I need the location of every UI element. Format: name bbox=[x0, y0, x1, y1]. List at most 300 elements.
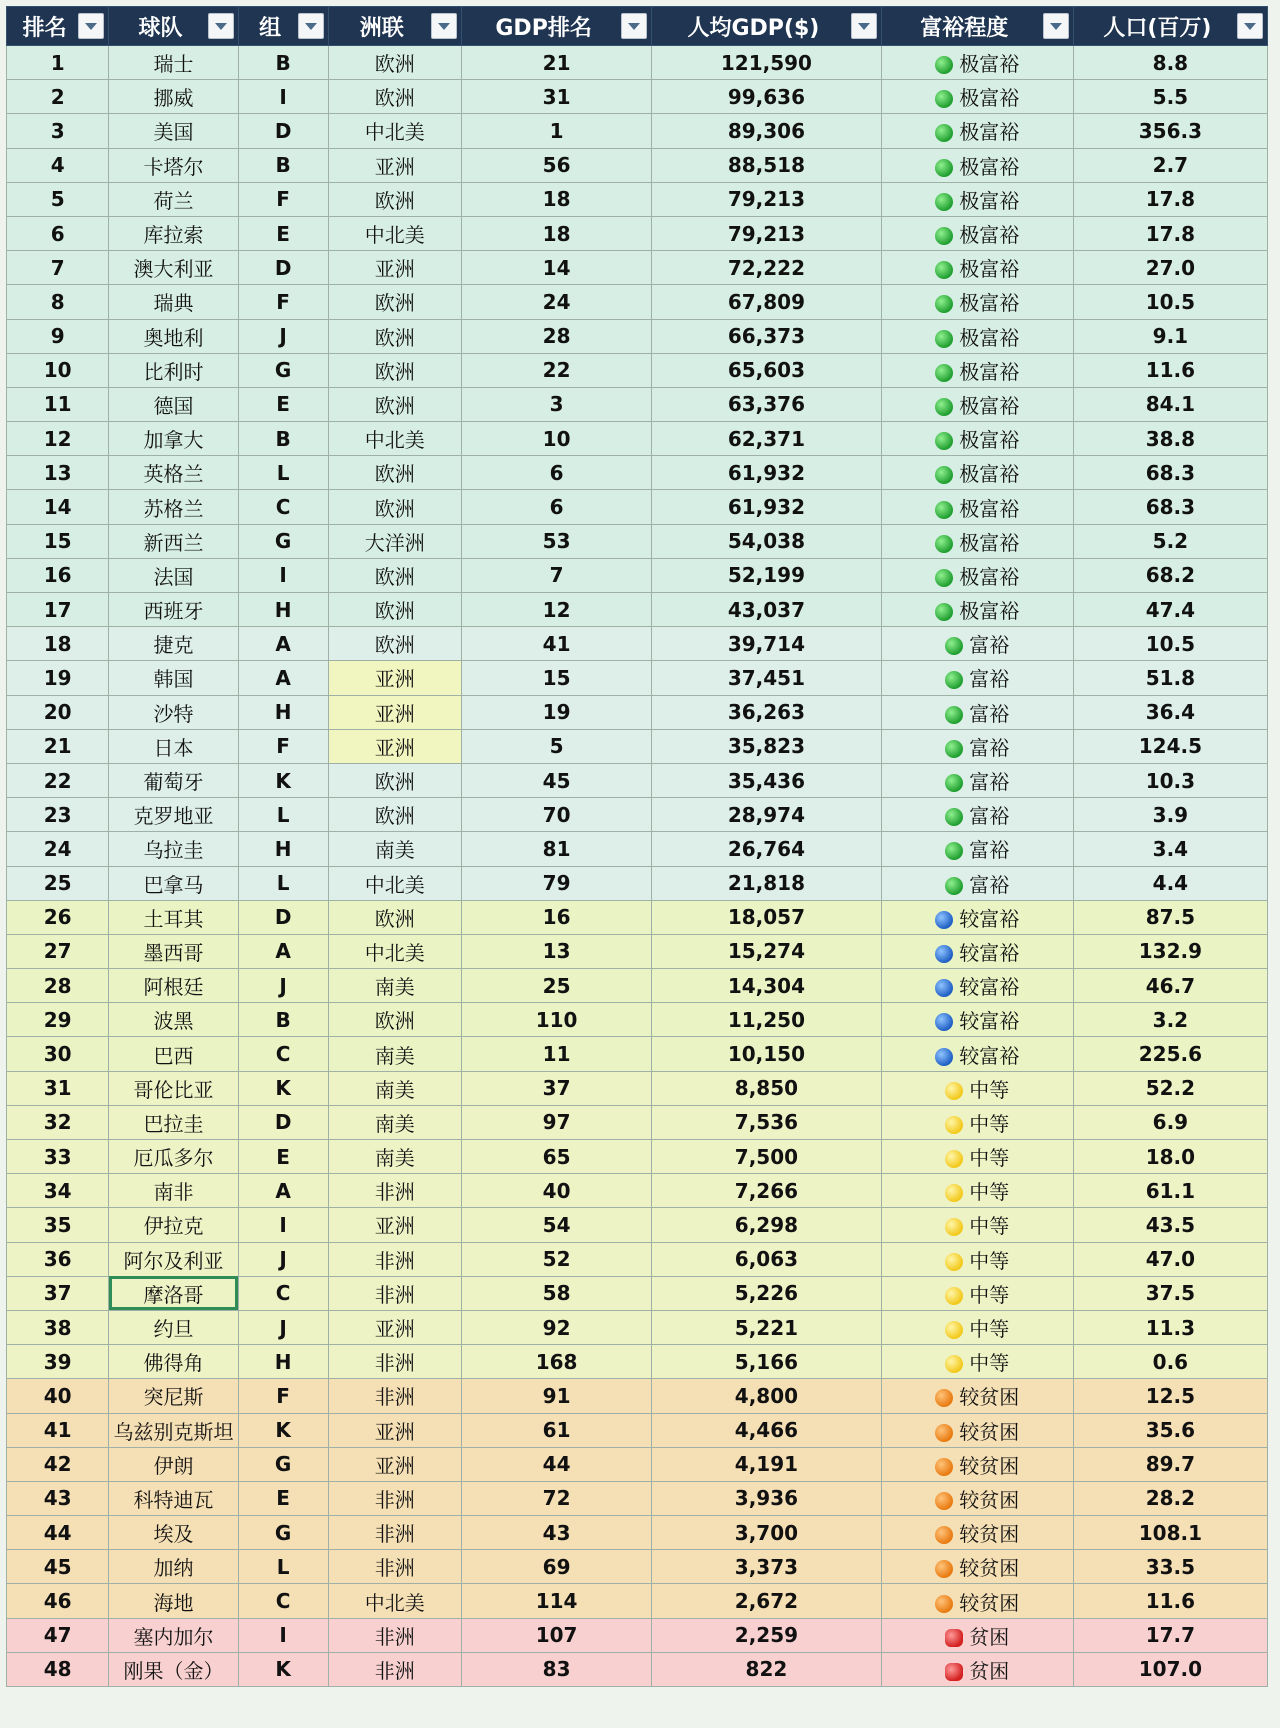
rank-cell[interactable]: 40 bbox=[7, 1379, 109, 1413]
wealth-cell[interactable] bbox=[881, 900, 1073, 934]
group-cell[interactable]: J bbox=[238, 1310, 328, 1344]
group-cell[interactable]: L bbox=[238, 866, 328, 900]
gdp-per-capita-cell[interactable]: 3,936 bbox=[652, 1481, 882, 1515]
wealth-cell[interactable] bbox=[881, 1208, 1073, 1242]
rank-cell[interactable]: 46 bbox=[7, 1584, 109, 1618]
continent-cell[interactable]: 非洲 bbox=[328, 1276, 462, 1310]
team-cell[interactable]: 苏格兰 bbox=[109, 490, 238, 524]
gdp-per-capita-cell[interactable]: 62,371 bbox=[652, 422, 882, 456]
group-cell[interactable]: G bbox=[238, 1447, 328, 1481]
rank-cell[interactable]: 45 bbox=[7, 1550, 109, 1584]
gdp-per-capita-cell[interactable]: 5,226 bbox=[652, 1276, 882, 1310]
gdp-rank-cell[interactable]: 70 bbox=[462, 798, 652, 832]
group-cell[interactable]: D bbox=[238, 900, 328, 934]
population-cell[interactable]: 38.8 bbox=[1073, 422, 1267, 456]
rank-cell[interactable]: 30 bbox=[7, 1037, 109, 1071]
group-cell[interactable]: E bbox=[238, 216, 328, 250]
continent-cell[interactable]: 非洲 bbox=[328, 1618, 462, 1652]
rank-cell[interactable]: 39 bbox=[7, 1345, 109, 1379]
team-cell[interactable]: 摩洛哥 bbox=[109, 1276, 238, 1310]
population-cell[interactable]: 51.8 bbox=[1073, 661, 1267, 695]
rank-cell[interactable]: 2 bbox=[7, 80, 109, 114]
continent-cell[interactable]: 南美 bbox=[328, 1105, 462, 1139]
gdp-per-capita-cell[interactable]: 11,250 bbox=[652, 1003, 882, 1037]
gdp-per-capita-cell[interactable]: 63,376 bbox=[652, 387, 882, 421]
group-cell[interactable]: A bbox=[238, 661, 328, 695]
wealth-cell[interactable] bbox=[881, 593, 1073, 627]
continent-cell[interactable]: 欧洲 bbox=[328, 46, 462, 80]
gdp-rank-cell[interactable]: 10 bbox=[462, 422, 652, 456]
rank-cell[interactable]: 17 bbox=[7, 593, 109, 627]
population-cell[interactable]: 3.2 bbox=[1073, 1003, 1267, 1037]
population-cell[interactable]: 37.5 bbox=[1073, 1276, 1267, 1310]
team-cell[interactable]: 荷兰 bbox=[109, 182, 238, 216]
rank-cell[interactable]: 16 bbox=[7, 558, 109, 592]
rank-cell[interactable]: 43 bbox=[7, 1481, 109, 1515]
wealth-cell[interactable] bbox=[881, 1037, 1073, 1071]
gdp-rank-cell[interactable]: 72 bbox=[462, 1481, 652, 1515]
continent-cell[interactable]: 亚洲 bbox=[328, 251, 462, 285]
wealth-cell[interactable] bbox=[881, 182, 1073, 216]
group-cell[interactable]: E bbox=[238, 1481, 328, 1515]
team-cell[interactable]: 瑞典 bbox=[109, 285, 238, 319]
population-cell[interactable]: 28.2 bbox=[1073, 1481, 1267, 1515]
continent-cell[interactable]: 欧洲 bbox=[328, 900, 462, 934]
population-cell[interactable]: 68.3 bbox=[1073, 456, 1267, 490]
continent-cell[interactable]: 非洲 bbox=[328, 1652, 462, 1686]
continent-cell[interactable]: 欧洲 bbox=[328, 353, 462, 387]
population-cell[interactable]: 27.0 bbox=[1073, 251, 1267, 285]
team-cell[interactable]: 西班牙 bbox=[109, 593, 238, 627]
population-cell[interactable]: 36.4 bbox=[1073, 695, 1267, 729]
gdp-rank-cell[interactable]: 44 bbox=[462, 1447, 652, 1481]
continent-cell[interactable]: 中北美 bbox=[328, 216, 462, 250]
wealth-cell[interactable] bbox=[881, 1174, 1073, 1208]
continent-cell[interactable]: 非洲 bbox=[328, 1242, 462, 1276]
group-cell[interactable]: K bbox=[238, 1652, 328, 1686]
gdp-rank-cell[interactable]: 22 bbox=[462, 353, 652, 387]
gdp-rank-cell[interactable]: 58 bbox=[462, 1276, 652, 1310]
gdp-rank-cell[interactable]: 12 bbox=[462, 593, 652, 627]
continent-cell[interactable]: 欧洲 bbox=[328, 456, 462, 490]
group-cell[interactable]: C bbox=[238, 1584, 328, 1618]
team-cell[interactable]: 卡塔尔 bbox=[109, 148, 238, 182]
rank-cell[interactable]: 26 bbox=[7, 900, 109, 934]
gdp-per-capita-cell[interactable]: 35,823 bbox=[652, 729, 882, 763]
continent-cell[interactable]: 欧洲 bbox=[328, 1003, 462, 1037]
gdp-rank-cell[interactable]: 16 bbox=[462, 900, 652, 934]
team-cell[interactable]: 巴拉圭 bbox=[109, 1105, 238, 1139]
wealth-cell[interactable] bbox=[881, 251, 1073, 285]
gdp-rank-cell[interactable]: 7 bbox=[462, 558, 652, 592]
rank-cell[interactable]: 36 bbox=[7, 1242, 109, 1276]
gdp-per-capita-cell[interactable]: 61,932 bbox=[652, 456, 882, 490]
gdp-per-capita-cell[interactable]: 37,451 bbox=[652, 661, 882, 695]
group-cell[interactable]: H bbox=[238, 593, 328, 627]
population-cell[interactable]: 9.1 bbox=[1073, 319, 1267, 353]
rank-cell[interactable]: 21 bbox=[7, 729, 109, 763]
population-cell[interactable]: 52.2 bbox=[1073, 1071, 1267, 1105]
wealth-cell[interactable] bbox=[881, 1003, 1073, 1037]
continent-cell[interactable]: 南美 bbox=[328, 1071, 462, 1105]
team-cell[interactable]: 奥地利 bbox=[109, 319, 238, 353]
gdp-rank-cell[interactable]: 69 bbox=[462, 1550, 652, 1584]
wealth-cell[interactable] bbox=[881, 387, 1073, 421]
gdp-rank-cell[interactable]: 43 bbox=[462, 1516, 652, 1550]
team-cell[interactable]: 佛得角 bbox=[109, 1345, 238, 1379]
population-cell[interactable]: 108.1 bbox=[1073, 1516, 1267, 1550]
gdp-per-capita-cell[interactable]: 7,500 bbox=[652, 1140, 882, 1174]
population-cell[interactable]: 11.6 bbox=[1073, 1584, 1267, 1618]
rank-cell[interactable]: 34 bbox=[7, 1174, 109, 1208]
population-cell[interactable]: 61.1 bbox=[1073, 1174, 1267, 1208]
continent-cell[interactable]: 欧洲 bbox=[328, 558, 462, 592]
rank-cell[interactable]: 33 bbox=[7, 1140, 109, 1174]
rank-cell[interactable]: 37 bbox=[7, 1276, 109, 1310]
wealth-cell[interactable] bbox=[881, 1413, 1073, 1447]
continent-cell[interactable]: 中北美 bbox=[328, 1584, 462, 1618]
wealth-cell[interactable] bbox=[881, 1071, 1073, 1105]
group-cell[interactable]: B bbox=[238, 46, 328, 80]
group-cell[interactable]: F bbox=[238, 729, 328, 763]
population-cell[interactable]: 43.5 bbox=[1073, 1208, 1267, 1242]
rank-cell[interactable]: 31 bbox=[7, 1071, 109, 1105]
wealth-cell[interactable] bbox=[881, 216, 1073, 250]
continent-cell[interactable]: 欧洲 bbox=[328, 627, 462, 661]
team-cell[interactable]: 巴拿马 bbox=[109, 866, 238, 900]
population-cell[interactable]: 3.9 bbox=[1073, 798, 1267, 832]
gdp-per-capita-cell[interactable]: 79,213 bbox=[652, 216, 882, 250]
rank-cell[interactable]: 20 bbox=[7, 695, 109, 729]
team-cell[interactable]: 科特迪瓦 bbox=[109, 1481, 238, 1515]
rank-cell[interactable]: 6 bbox=[7, 216, 109, 250]
rank-cell[interactable]: 32 bbox=[7, 1105, 109, 1139]
gdp-per-capita-cell[interactable]: 18,057 bbox=[652, 900, 882, 934]
gdp-rank-cell[interactable]: 83 bbox=[462, 1652, 652, 1686]
continent-cell[interactable]: 中北美 bbox=[328, 934, 462, 968]
gdp-per-capita-cell[interactable]: 79,213 bbox=[652, 182, 882, 216]
population-cell[interactable]: 35.6 bbox=[1073, 1413, 1267, 1447]
rank-cell[interactable]: 3 bbox=[7, 114, 109, 148]
population-cell[interactable]: 33.5 bbox=[1073, 1550, 1267, 1584]
population-cell[interactable]: 6.9 bbox=[1073, 1105, 1267, 1139]
gdp-rank-cell[interactable]: 21 bbox=[462, 46, 652, 80]
continent-cell[interactable]: 非洲 bbox=[328, 1174, 462, 1208]
gdp-per-capita-cell[interactable]: 67,809 bbox=[652, 285, 882, 319]
gdp-rank-cell[interactable]: 18 bbox=[462, 216, 652, 250]
continent-cell[interactable]: 欧洲 bbox=[328, 319, 462, 353]
rank-cell[interactable]: 18 bbox=[7, 627, 109, 661]
group-cell[interactable]: G bbox=[238, 524, 328, 558]
rank-cell[interactable]: 42 bbox=[7, 1447, 109, 1481]
wealth-cell[interactable] bbox=[881, 422, 1073, 456]
team-cell[interactable]: 哥伦比亚 bbox=[109, 1071, 238, 1105]
population-cell[interactable]: 4.4 bbox=[1073, 866, 1267, 900]
team-cell[interactable]: 伊朗 bbox=[109, 1447, 238, 1481]
rank-cell[interactable]: 9 bbox=[7, 319, 109, 353]
wealth-cell[interactable] bbox=[881, 695, 1073, 729]
wealth-cell[interactable] bbox=[881, 490, 1073, 524]
rank-cell[interactable]: 11 bbox=[7, 387, 109, 421]
continent-cell[interactable]: 亚洲 bbox=[328, 729, 462, 763]
team-cell[interactable]: 波黑 bbox=[109, 1003, 238, 1037]
gdp-rank-cell[interactable]: 11 bbox=[462, 1037, 652, 1071]
continent-cell[interactable]: 欧洲 bbox=[328, 490, 462, 524]
group-cell[interactable]: B bbox=[238, 148, 328, 182]
wealth-cell[interactable] bbox=[881, 1140, 1073, 1174]
gdp-rank-cell[interactable]: 91 bbox=[462, 1379, 652, 1413]
wealth-cell[interactable] bbox=[881, 353, 1073, 387]
team-cell[interactable]: 加拿大 bbox=[109, 422, 238, 456]
rank-cell[interactable]: 48 bbox=[7, 1652, 109, 1686]
group-cell[interactable]: D bbox=[238, 1105, 328, 1139]
population-cell[interactable]: 17.8 bbox=[1073, 216, 1267, 250]
continent-cell[interactable]: 亚洲 bbox=[328, 695, 462, 729]
rank-cell[interactable]: 12 bbox=[7, 422, 109, 456]
group-cell[interactable]: F bbox=[238, 285, 328, 319]
continent-cell[interactable]: 欧洲 bbox=[328, 763, 462, 797]
gdp-per-capita-cell[interactable]: 89,306 bbox=[652, 114, 882, 148]
continent-cell[interactable]: 非洲 bbox=[328, 1345, 462, 1379]
continent-cell[interactable]: 南美 bbox=[328, 969, 462, 1003]
team-cell[interactable]: 克罗地亚 bbox=[109, 798, 238, 832]
rank-cell[interactable]: 44 bbox=[7, 1516, 109, 1550]
wealth-cell[interactable] bbox=[881, 1447, 1073, 1481]
gdp-per-capita-cell[interactable]: 2,259 bbox=[652, 1618, 882, 1652]
wealth-cell[interactable] bbox=[881, 456, 1073, 490]
group-cell[interactable]: L bbox=[238, 456, 328, 490]
population-cell[interactable]: 10.5 bbox=[1073, 285, 1267, 319]
rank-cell[interactable]: 8 bbox=[7, 285, 109, 319]
rank-cell[interactable]: 25 bbox=[7, 866, 109, 900]
gdp-rank-cell[interactable]: 3 bbox=[462, 387, 652, 421]
continent-cell[interactable]: 中北美 bbox=[328, 422, 462, 456]
gdp-per-capita-cell[interactable]: 3,373 bbox=[652, 1550, 882, 1584]
gdp-per-capita-cell[interactable]: 26,764 bbox=[652, 832, 882, 866]
wealth-cell[interactable] bbox=[881, 1618, 1073, 1652]
population-cell[interactable]: 5.2 bbox=[1073, 524, 1267, 558]
group-cell[interactable]: B bbox=[238, 422, 328, 456]
team-cell[interactable]: 沙特 bbox=[109, 695, 238, 729]
gdp-per-capita-cell[interactable]: 822 bbox=[652, 1652, 882, 1686]
gdp-per-capita-cell[interactable]: 10,150 bbox=[652, 1037, 882, 1071]
filter-dropdown-icon[interactable] bbox=[431, 13, 457, 39]
continent-cell[interactable]: 欧洲 bbox=[328, 387, 462, 421]
gdp-per-capita-cell[interactable]: 88,518 bbox=[652, 148, 882, 182]
group-cell[interactable]: I bbox=[238, 80, 328, 114]
group-cell[interactable]: F bbox=[238, 1379, 328, 1413]
team-cell[interactable]: 墨西哥 bbox=[109, 934, 238, 968]
rank-cell[interactable]: 47 bbox=[7, 1618, 109, 1652]
wealth-cell[interactable] bbox=[881, 1584, 1073, 1618]
population-cell[interactable]: 68.2 bbox=[1073, 558, 1267, 592]
group-cell[interactable]: D bbox=[238, 114, 328, 148]
filter-dropdown-icon[interactable] bbox=[208, 13, 234, 39]
wealth-cell[interactable] bbox=[881, 763, 1073, 797]
gdp-rank-cell[interactable]: 24 bbox=[462, 285, 652, 319]
group-cell[interactable]: B bbox=[238, 1003, 328, 1037]
gdp-per-capita-cell[interactable]: 5,166 bbox=[652, 1345, 882, 1379]
wealth-cell[interactable] bbox=[881, 1242, 1073, 1276]
group-cell[interactable]: J bbox=[238, 319, 328, 353]
wealth-cell[interactable] bbox=[881, 114, 1073, 148]
filter-dropdown-icon[interactable] bbox=[1043, 13, 1069, 39]
group-cell[interactable]: C bbox=[238, 1276, 328, 1310]
gdp-rank-cell[interactable]: 79 bbox=[462, 866, 652, 900]
filter-dropdown-icon[interactable] bbox=[621, 13, 647, 39]
gdp-per-capita-cell[interactable]: 6,063 bbox=[652, 1242, 882, 1276]
group-cell[interactable]: D bbox=[238, 251, 328, 285]
group-cell[interactable]: I bbox=[238, 1208, 328, 1242]
gdp-rank-cell[interactable]: 14 bbox=[462, 251, 652, 285]
population-cell[interactable]: 68.3 bbox=[1073, 490, 1267, 524]
group-cell[interactable]: J bbox=[238, 1242, 328, 1276]
team-cell[interactable]: 乌拉圭 bbox=[109, 832, 238, 866]
wealth-cell[interactable] bbox=[881, 1652, 1073, 1686]
team-cell[interactable]: 新西兰 bbox=[109, 524, 238, 558]
wealth-cell[interactable] bbox=[881, 1481, 1073, 1515]
population-cell[interactable]: 18.0 bbox=[1073, 1140, 1267, 1174]
gdp-rank-cell[interactable]: 6 bbox=[462, 490, 652, 524]
population-cell[interactable]: 124.5 bbox=[1073, 729, 1267, 763]
wealth-cell[interactable] bbox=[881, 319, 1073, 353]
gdp-per-capita-cell[interactable]: 35,436 bbox=[652, 763, 882, 797]
continent-cell[interactable]: 欧洲 bbox=[328, 798, 462, 832]
rank-cell[interactable]: 14 bbox=[7, 490, 109, 524]
gdp-rank-cell[interactable]: 110 bbox=[462, 1003, 652, 1037]
rank-cell[interactable]: 10 bbox=[7, 353, 109, 387]
rank-cell[interactable]: 7 bbox=[7, 251, 109, 285]
continent-cell[interactable]: 亚洲 bbox=[328, 1208, 462, 1242]
team-cell[interactable]: 厄瓜多尔 bbox=[109, 1140, 238, 1174]
gdp-per-capita-cell[interactable]: 7,266 bbox=[652, 1174, 882, 1208]
gdp-rank-cell[interactable]: 5 bbox=[462, 729, 652, 763]
group-cell[interactable]: I bbox=[238, 558, 328, 592]
population-cell[interactable]: 10.5 bbox=[1073, 627, 1267, 661]
team-cell[interactable]: 挪威 bbox=[109, 80, 238, 114]
team-cell[interactable]: 加纳 bbox=[109, 1550, 238, 1584]
population-cell[interactable]: 17.7 bbox=[1073, 1618, 1267, 1652]
gdp-per-capita-cell[interactable]: 3,700 bbox=[652, 1516, 882, 1550]
group-cell[interactable]: L bbox=[238, 798, 328, 832]
group-cell[interactable]: E bbox=[238, 387, 328, 421]
gdp-per-capita-cell[interactable]: 8,850 bbox=[652, 1071, 882, 1105]
group-cell[interactable]: J bbox=[238, 969, 328, 1003]
gdp-per-capita-cell[interactable]: 66,373 bbox=[652, 319, 882, 353]
gdp-rank-cell[interactable]: 52 bbox=[462, 1242, 652, 1276]
population-cell[interactable]: 356.3 bbox=[1073, 114, 1267, 148]
team-cell[interactable]: 比利时 bbox=[109, 353, 238, 387]
team-cell[interactable]: 英格兰 bbox=[109, 456, 238, 490]
wealth-cell[interactable] bbox=[881, 1105, 1073, 1139]
gdp-rank-cell[interactable]: 114 bbox=[462, 1584, 652, 1618]
group-cell[interactable]: F bbox=[238, 182, 328, 216]
gdp-rank-cell[interactable]: 1 bbox=[462, 114, 652, 148]
team-cell[interactable]: 塞内加尔 bbox=[109, 1618, 238, 1652]
continent-cell[interactable]: 非洲 bbox=[328, 1481, 462, 1515]
wealth-cell[interactable] bbox=[881, 524, 1073, 558]
team-cell[interactable]: 巴西 bbox=[109, 1037, 238, 1071]
continent-cell[interactable]: 大洋洲 bbox=[328, 524, 462, 558]
population-cell[interactable]: 47.0 bbox=[1073, 1242, 1267, 1276]
gdp-rank-cell[interactable]: 107 bbox=[462, 1618, 652, 1652]
wealth-cell[interactable] bbox=[881, 80, 1073, 114]
wealth-cell[interactable] bbox=[881, 46, 1073, 80]
gdp-rank-cell[interactable]: 28 bbox=[462, 319, 652, 353]
team-cell[interactable]: 捷克 bbox=[109, 627, 238, 661]
group-cell[interactable]: K bbox=[238, 1071, 328, 1105]
group-cell[interactable]: A bbox=[238, 627, 328, 661]
gdp-rank-cell[interactable]: 61 bbox=[462, 1413, 652, 1447]
rank-cell[interactable]: 23 bbox=[7, 798, 109, 832]
team-cell[interactable]: 海地 bbox=[109, 1584, 238, 1618]
gdp-per-capita-cell[interactable]: 4,800 bbox=[652, 1379, 882, 1413]
population-cell[interactable]: 11.3 bbox=[1073, 1310, 1267, 1344]
gdp-rank-cell[interactable]: 18 bbox=[462, 182, 652, 216]
gdp-per-capita-cell[interactable]: 5,221 bbox=[652, 1310, 882, 1344]
rank-cell[interactable]: 27 bbox=[7, 934, 109, 968]
continent-cell[interactable]: 南美 bbox=[328, 1037, 462, 1071]
gdp-rank-cell[interactable]: 37 bbox=[462, 1071, 652, 1105]
team-cell[interactable]: 伊拉克 bbox=[109, 1208, 238, 1242]
rank-cell[interactable]: 41 bbox=[7, 1413, 109, 1447]
gdp-rank-cell[interactable]: 13 bbox=[462, 934, 652, 968]
gdp-rank-cell[interactable]: 92 bbox=[462, 1310, 652, 1344]
group-cell[interactable]: I bbox=[238, 1618, 328, 1652]
group-cell[interactable]: C bbox=[238, 1037, 328, 1071]
team-cell[interactable]: 澳大利亚 bbox=[109, 251, 238, 285]
rank-cell[interactable]: 28 bbox=[7, 969, 109, 1003]
population-cell[interactable]: 225.6 bbox=[1073, 1037, 1267, 1071]
filter-dropdown-icon[interactable] bbox=[298, 13, 324, 39]
population-cell[interactable]: 46.7 bbox=[1073, 969, 1267, 1003]
filter-dropdown-icon[interactable] bbox=[78, 13, 104, 39]
population-cell[interactable]: 84.1 bbox=[1073, 387, 1267, 421]
wealth-cell[interactable] bbox=[881, 969, 1073, 1003]
gdp-per-capita-cell[interactable]: 54,038 bbox=[652, 524, 882, 558]
rank-cell[interactable]: 13 bbox=[7, 456, 109, 490]
gdp-rank-cell[interactable]: 41 bbox=[462, 627, 652, 661]
group-cell[interactable]: A bbox=[238, 1174, 328, 1208]
continent-cell[interactable]: 亚洲 bbox=[328, 1447, 462, 1481]
group-cell[interactable]: C bbox=[238, 490, 328, 524]
group-cell[interactable]: L bbox=[238, 1550, 328, 1584]
wealth-cell[interactable] bbox=[881, 285, 1073, 319]
team-cell[interactable]: 阿根廷 bbox=[109, 969, 238, 1003]
population-cell[interactable]: 132.9 bbox=[1073, 934, 1267, 968]
wealth-cell[interactable] bbox=[881, 1550, 1073, 1584]
filter-dropdown-icon[interactable] bbox=[851, 13, 877, 39]
rank-cell[interactable]: 24 bbox=[7, 832, 109, 866]
team-cell[interactable]: 阿尔及利亚 bbox=[109, 1242, 238, 1276]
continent-cell[interactable]: 非洲 bbox=[328, 1516, 462, 1550]
gdp-rank-cell[interactable]: 19 bbox=[462, 695, 652, 729]
gdp-per-capita-cell[interactable]: 36,263 bbox=[652, 695, 882, 729]
group-cell[interactable]: E bbox=[238, 1140, 328, 1174]
continent-cell[interactable]: 欧洲 bbox=[328, 182, 462, 216]
wealth-cell[interactable] bbox=[881, 934, 1073, 968]
gdp-rank-cell[interactable]: 97 bbox=[462, 1105, 652, 1139]
gdp-per-capita-cell[interactable]: 15,274 bbox=[652, 934, 882, 968]
gdp-per-capita-cell[interactable]: 99,636 bbox=[652, 80, 882, 114]
gdp-rank-cell[interactable]: 45 bbox=[462, 763, 652, 797]
group-cell[interactable]: A bbox=[238, 934, 328, 968]
gdp-per-capita-cell[interactable]: 28,974 bbox=[652, 798, 882, 832]
group-cell[interactable]: K bbox=[238, 763, 328, 797]
rank-cell[interactable]: 38 bbox=[7, 1310, 109, 1344]
team-cell[interactable]: 德国 bbox=[109, 387, 238, 421]
gdp-per-capita-cell[interactable]: 72,222 bbox=[652, 251, 882, 285]
